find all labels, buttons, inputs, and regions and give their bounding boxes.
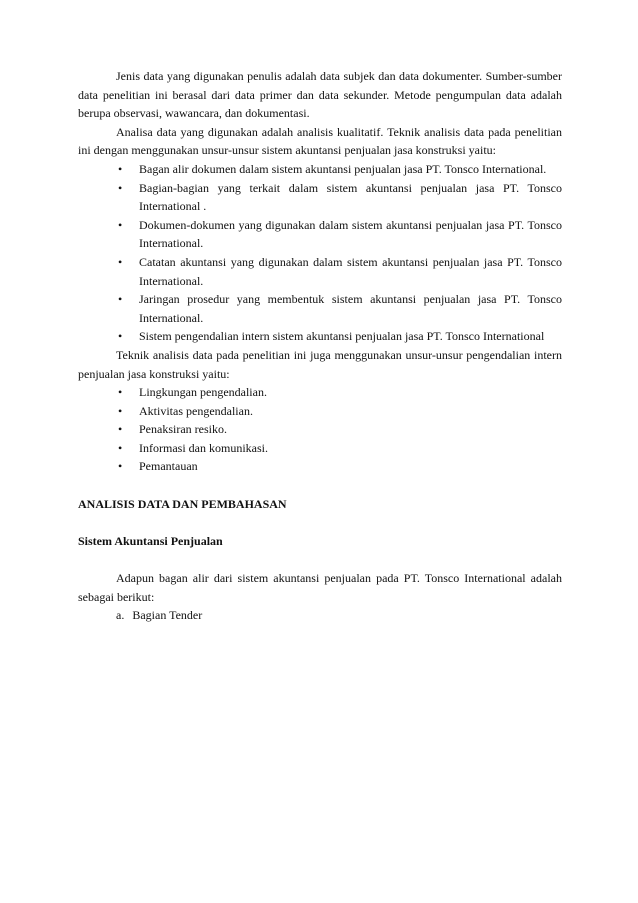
spacer [78, 476, 562, 495]
bullet-icon: • [118, 180, 123, 195]
subsection-heading: Sistem Akuntansi Penjualan [78, 533, 223, 548]
bullet-icon: • [118, 217, 123, 232]
bullet-icon: • [118, 459, 123, 474]
list-item: • Penaksiran resiko. [139, 420, 562, 439]
list-item: • Pemantauan [139, 457, 562, 476]
list-item: • Jaringan prosedur yang membentuk sistem akuntansi penjualan jasa PT. Tonsco International. [118, 292, 562, 325]
list-item: • Aktivitas pengendalian. [139, 402, 562, 421]
alpha-list-item [78, 606, 562, 625]
paragraph-internal-control: Teknik analisis data pada penelitian ini juga menggunakan unsur-unsur pengendalian intern penjualan jasa konstruksi yaitu: [78, 347, 562, 381]
list-item: • Informasi dan komunikasi. [139, 439, 562, 458]
spacer [78, 513, 562, 532]
bullet-icon: • [118, 422, 123, 437]
list-item: • Lingkungan pengendalian. [139, 383, 562, 402]
bullet-icon: • [118, 161, 123, 176]
document-page [78, 67, 562, 625]
paragraph-data-sources: Jenis data yang digunakan penulis adalah data subjek dan data dokumenter. Sumber-sumber data penelitian ini berasal dari data primer dan data sekunder. Metode pengumpulan data adalah berupa observasi, wawancara, dan dokumentasi. [78, 69, 562, 121]
bullet-icon: • [118, 254, 123, 269]
list-item: • Bagian-bagian yang terkait dalam sistem akuntansi penjualan jasa PT. Tonsco International . [118, 180, 562, 214]
accounting-elements-list [78, 160, 562, 346]
alpha-marker: a. [116, 608, 125, 623]
list-item: • Bagan alir dokumen dalam sistem akuntansi penjualan jasa PT. Tonsco International. [139, 160, 562, 179]
spacer [78, 550, 562, 569]
alpha-item-text: Bagian Tender [132, 608, 203, 623]
section-heading: ANALISIS DATA DAN PEMBAHASAN [78, 496, 287, 511]
list-item: • Catatan akuntansi yang digunakan dalam sistem akuntansi penjualan jasa PT. Tonsco International. [118, 254, 562, 288]
internal-control-list [78, 383, 562, 476]
list-item: • Dokumen-dokumen yang digunakan dalam sistem akuntansi penjualan jasa PT. Tonsco International. [118, 217, 562, 251]
bullet-icon: • [118, 385, 123, 400]
bullet-icon: • [118, 329, 123, 344]
bullet-icon: • [118, 440, 123, 455]
paragraph-flowchart-intro: Adapun bagan alir dari sistem akuntansi penjualan pada PT. Tonsco International adalah sebagai berikut: [78, 571, 562, 604]
bullet-icon: • [118, 403, 123, 418]
paragraph-analysis-method: Analisa data yang digunakan adalah analisis kualitatif. Teknik analisis data pada penelitian ini dengan menggunakan unsur-unsur sistem akuntansi penjualan jasa konstruksi yaitu: [78, 124, 562, 158]
bullet-icon: • [118, 292, 123, 307]
list-item: • Sistem pengendalian intern sistem akuntansi penjualan jasa PT. Tonsco International [139, 327, 562, 346]
